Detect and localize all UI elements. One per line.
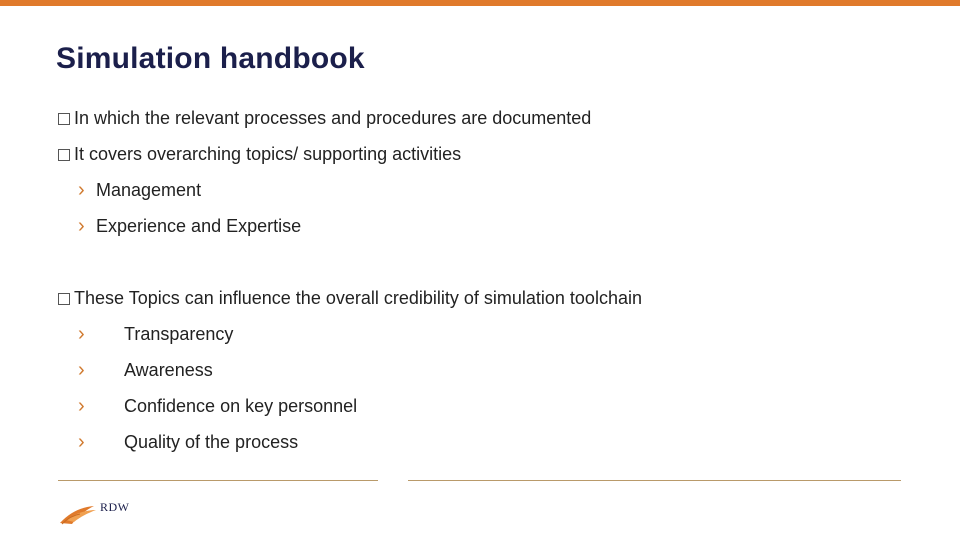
checkbox-bullet-icon	[58, 293, 70, 305]
chevron-right-icon: ›	[78, 359, 85, 381]
chevron-right-icon: ›	[78, 179, 85, 201]
chevron-right-icon: ›	[78, 431, 85, 453]
bullet-item: These Topics can influence the overall credibility of simulation toolchain	[58, 287, 642, 309]
bullet-item: In which the relevant processes and procedures are documented	[58, 107, 591, 129]
sub-bullet-item: › Confidence on key personnel	[78, 395, 358, 417]
page-title: Simulation handbook	[56, 42, 365, 75]
bullet-item: It covers overarching topics/ supporting activities	[58, 143, 461, 165]
chevron-right-icon: ›	[78, 395, 85, 417]
chevron-right-icon: ›	[78, 323, 85, 345]
sub-bullet-item: › Awareness	[78, 359, 213, 381]
sub-bullet-item: › Management	[78, 179, 202, 201]
logo-wordmark: RDW	[100, 500, 130, 514]
chevron-right-icon: ›	[78, 215, 85, 237]
checkbox-bullet-icon	[58, 113, 70, 125]
sub-bullet-item: › Transparency	[78, 323, 234, 345]
checkbox-bullet-icon	[58, 149, 70, 161]
sub-bullet-item: › Experience and Expertise	[78, 215, 302, 237]
sub-bullet-item: › Quality of the process	[78, 431, 299, 453]
footer-divider-left	[58, 480, 378, 481]
top-accent-bar	[0, 0, 960, 6]
footer-divider-right	[408, 480, 901, 481]
